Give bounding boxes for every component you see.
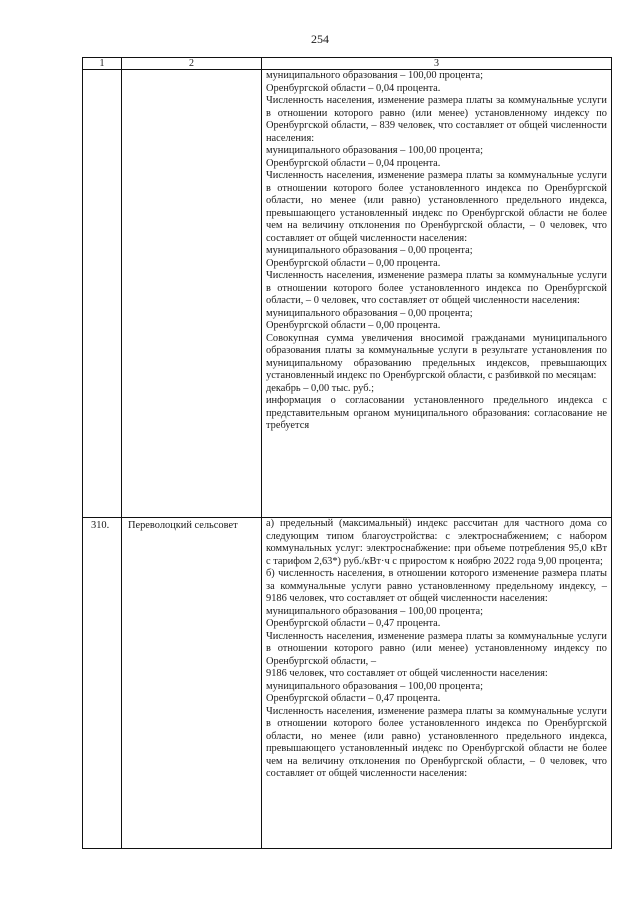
text-line: Совокупная сумма увеличения вносимой гражданами муниципального образования платы за коммунальные услуги в результате установления по муниципальному образованию предельных индексов, превышающих установленный индекс по Оренбургской области, с разбивкой по месяцам: [266, 332, 607, 381]
page-number: 254 [311, 32, 329, 46]
data-table [82, 57, 612, 849]
text-line: Оренбургской области – 0,04 процента. [266, 157, 441, 169]
row-name: Переволоцкий сельсовет [128, 520, 238, 531]
row-text-cell [262, 70, 612, 518]
header-col-2: 2 [122, 58, 262, 70]
text-line: декабрь – 0,00 тыс. руб.; [266, 382, 375, 394]
text-line: Оренбургской области – 0,47 процента. [266, 693, 441, 704]
table-row [83, 518, 612, 849]
text-line: Численность населения, изменение размера платы за коммунальные услуги в отношении которого более установленного индекса по Оренбургской области, но менее (или равно) установленного предельного индекса, превышающего установленный индекс по Оренбургской области не более чем на величину отклонения по Оренбургской области, – 0 человек, что составляет от общей численности населения: [266, 705, 607, 779]
text-line: муниципального образования – 100,00 процента; [266, 145, 483, 156]
row-number-cell [83, 70, 122, 518]
text-line: Численность населения, изменение размера платы за коммунальные услуги в отношении которого равно (или менее) установленному индексу по Оренбургской области, – [266, 630, 607, 667]
text-line: Численность населения, изменение размера платы за коммунальные услуги в отношении которого равно (или менее) установленному индексу по Оренбургской области, – 839 человек, что составляет от общей численности населения: [266, 95, 607, 144]
text-line: б) численность населения, в отношении которого изменение размера платы за коммунальные услуги равно установленному предельному индексу, – 9186 человек, что составляет от общей численности населения: [266, 568, 607, 604]
row-name-cell [122, 518, 262, 849]
text-line: Численность населения, изменение размера платы за коммунальные услуги в отношении которого более установленного индекса по Оренбургской области, – 0 человек, что составляет от общей численности населения: [266, 270, 607, 306]
header-col-1: 1 [83, 58, 122, 70]
text-line: Оренбургской области – 0,00 процента. [266, 320, 441, 331]
text-line: муниципального образования – 100,00 процента; [266, 605, 483, 617]
text-line: муниципального образования – 100,00 процента; [266, 680, 483, 692]
text-line: 9186 человек, что составляет от общей численности населения: [266, 668, 548, 679]
row-text [262, 518, 611, 782]
text-line: муниципального образования – 100,00 процента; [266, 70, 483, 81]
text-line: Численность населения, изменение размера платы за коммунальные услуги в отношении которого более установленного индекса по Оренбургской области, но менее (или равно) установленного предельного индекса, превышающего установленный индекс по Оренбургской области не более чем на величину отклонения по Оренбургской области, – 0 человек, что составляет от общей численности населения: [266, 170, 607, 244]
text-line: Оренбургской области – 0,47 процента. [266, 618, 441, 629]
row-name [122, 70, 261, 72]
text-line: информация о согласовании установленного предельного индекса с представительным органом муниципального образования: согласование не требуется [266, 395, 607, 431]
row-number [83, 70, 121, 72]
row-text-cell [262, 518, 612, 849]
row-number-cell [83, 518, 122, 849]
text-line: муниципального образования – 0,00 процента; [266, 307, 473, 319]
text-line: Оренбургской области – 0,04 процента. [266, 82, 441, 94]
text-line: а) предельный (максимальный) индекс рассчитан для частного дома со следующим типом благоустройства: с электроснабжением; с набором коммунальных услуг: электроснабжение: при объеме потребления 95,0 кВт с тарифом 2,63*) руб./кВт·ч с приростом к ноябрю 2022 года 9,00 процента; [266, 518, 607, 567]
table-header-row [83, 58, 612, 70]
text-line: муниципального образования – 0,00 процента; [266, 245, 473, 256]
row-name-cell [122, 70, 262, 518]
header-col-3: 3 [262, 58, 612, 70]
row-text [262, 70, 611, 434]
table-row [83, 70, 612, 518]
row-number: 310. [91, 520, 110, 531]
text-line: Оренбургской области – 0,00 процента. [266, 257, 441, 269]
